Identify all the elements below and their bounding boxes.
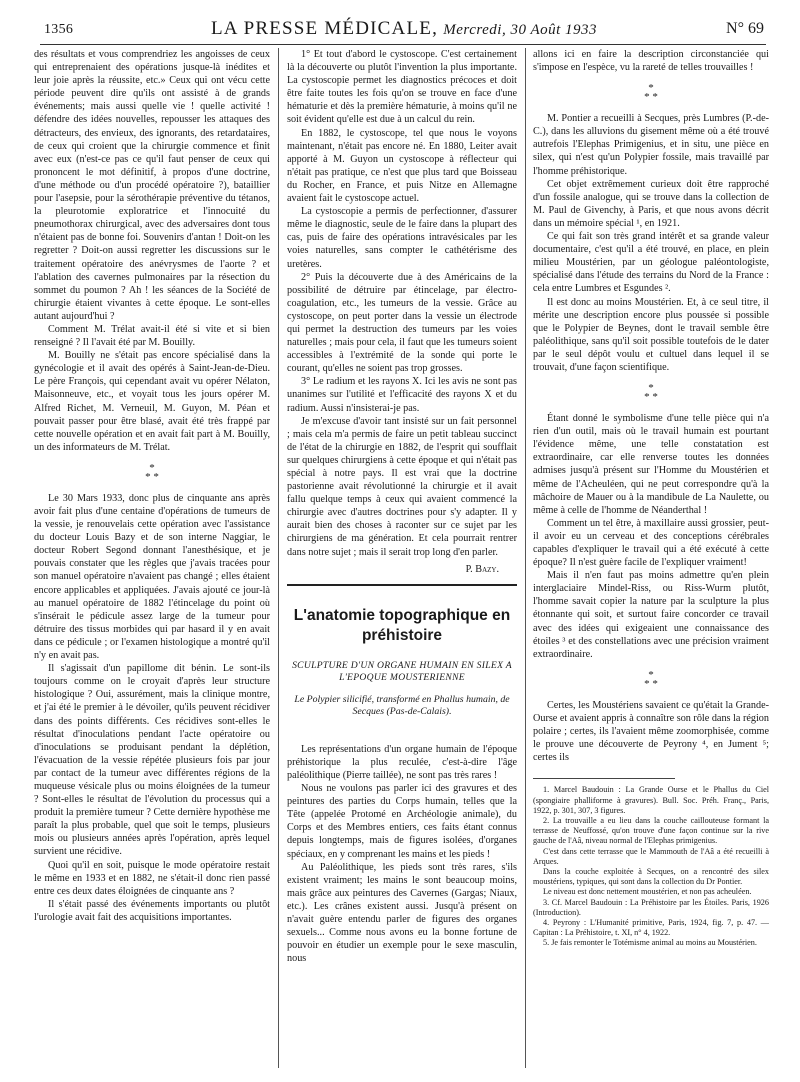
section-asterisks: * * * bbox=[644, 382, 658, 404]
paragraph: La cystoscopie a permis de perfectionner, d'assurer même le diagnostic, seule de le faire dans la plupart des cas, puis de faire des opérations intravésicales par les voies naturelles, sans compter le cathétérisme des uretères. bbox=[287, 206, 517, 270]
paragraph: 1° Et tout d'abord le cystoscope. C'est certainement là la découverte ou plutôt l'invention la plus importante. La cystoscopie permet les diagnostics précoces et doit être faite toutes les fois qu'on se trouve en face d'une hématurie et dès la première hématurie, à moins qu'il ne soit évident qu'elle est due à un calcul du rein. bbox=[287, 49, 517, 126]
column-right bbox=[533, 48, 769, 949]
column-divider-2 bbox=[525, 48, 526, 1068]
footnote: 1. Marcel Baudouin : La Grande Ourse et le Phallus du Ciel (spongiaire phalliforme à gravures). Bull. Soc. Préh. Franç., Paris, 1922, p. 301, 307, 3 figures. bbox=[533, 785, 769, 815]
paragraph: Cet objet extrêmement curieux doit être rapproché d'un fossile analogue, qui se trouve dans la collection de M. Paul de Givenchy, à Paris, et que nous avons décrit dans un mémoire spécial ¹, en 1921. bbox=[533, 178, 769, 229]
footnote: 4. Peyrony : L'Humanité primitive, Paris, 1924, fig. 7, p. 47. — Capitan : La Préhistoire, t. XI, n° 4, 1922. bbox=[533, 917, 769, 938]
section-asterisks: * * * bbox=[145, 461, 159, 483]
footnote: 3. Cf. Marcel Baudouin : La Préhistoire par les Étoiles. Paris, 1926 (Introduction). bbox=[533, 897, 769, 917]
section-asterisks: * * * bbox=[644, 82, 658, 104]
paragraph: Il s'était passé des événements importants ou plutôt l'urologie avait fait des acquisitions importantes. bbox=[34, 898, 270, 923]
paragraph: Les représentations d'un organe humain de l'époque préhistorique la plus reculée, c'est-à-dire l'âge paléolithique (Pierre taillée), ne sont pas très rares ! bbox=[287, 743, 517, 781]
paragraph: Comment M. Trélat avait-il été si vite et si bien renseigné ? Il l'avait été par M. Bouilly. bbox=[34, 323, 270, 349]
article-title: L'anatomie topographique en préhistoire bbox=[293, 606, 511, 644]
column-left bbox=[34, 48, 270, 924]
article-subtitle: SCULPTURE D'UN ORGANE HUMAIN EN SILEX A L'EPOQUE MOUSTERIENNE bbox=[292, 659, 512, 683]
column-middle bbox=[287, 48, 517, 965]
header-rule bbox=[40, 44, 766, 45]
journal-masthead bbox=[44, 18, 764, 40]
paragraph: M. Pontier a recueilli à Secques, près Lumbres (P.-de-C.), dans les alluvions du gisement même où a été trouvé autrefois l'Elephas Primigenius, et in situ, une pièce en silex, qui n'est qu'un Polypier fossile, mais travaillé par l'homme préhistorique. bbox=[533, 113, 769, 177]
page-number: 1356 bbox=[44, 22, 74, 37]
paragraph: Nous ne voulons pas parler ici des gravures et des peintures des parties du Corps humain, telles que la Tête (appelée Protomé en Archéologie animale), du Corps et des Membres entiers, ces faits étant connus depuis longtemps, mais de figures isolées, d'organes spéciaux, en y comprenant les mains et les pieds ! bbox=[287, 783, 517, 860]
paragraph: Je m'excuse d'avoir tant insisté sur un fait personnel ; mais cela m'a permis de faire un petit tableau succinct de l'état de la chirurgie en 1882, de l'esprit qui soufflait sur quelques chirurgiens à cette époque et qui n'était pas spécial à notre pays. Il est vrai que la doctrine pastorienne avait révolutionné la chirurgie et il avait fallu quelque temps à ceux qui avaient commencé la chirurgie avec d'autres doctrines pour s'y adapter. Il y aurait bien des choses à raconter sur ce sujet par les chirurgiens de ma génération. Et cela pourrait rentrer dans notre sujet ; mais il serait trop long d'en parler. bbox=[287, 415, 517, 558]
issue-date: Mercredi, 30 Août 1933 bbox=[443, 22, 598, 38]
paragraph: Au Paléolithique, les pieds sont très rares, s'ils existent vraiment; les mains le sont beaucoup moins, mais grâce aux peintures des Cavernes (Gargas; Niaux, etc.). Les crânes existent aussi. Jusqu'à présent on n'avait guère entendu parler de figures des organes sexuels... Comme nous avons eu la bonne fortune de pouvoir en étudier un exemple pour le sexe masculin, nous bbox=[287, 861, 517, 965]
article-subtitle-secondary: Le Polypier silicifié, transformé en Phallus humain, de Secques (Pas-de-Calais). bbox=[294, 693, 510, 718]
paragraph: des résultats et vous comprendriez les angoisses de ceux qui entreprenaient des opérations jusque-là inédites et leur joie après la réussite, etc.» Ceux qui ont vécu cette période peuvent dire qu'ils ont assisté à de grands événements; mais aussi quelle vie ! quelle activité ! défendre des idées nouvelles, repousser les attaques des détracteurs, des envieux, des ignorants, des retardataires, de ceux qui croient que la chirurgie commence et finit avec eux (n'est-ce pas ce qu'il faut penser de ceux qui prononcent le mot définitif, à propos d'une doctrine, d'une méthode ou d'un procédé opératoire ?), bataillier pour l'asepsie, pour la sérothérapie préventive du tétanos, la pleurotomie exploratrice et l'innocuité du pneumothorax chirurgical, avec des adversaires dont tous n'étaient pas de bonne foi. Souvenirs d'antan ! Doit-on les regretter ? Doit-on aussi regretter les discussions sur le traitement opératoire des anévrysmes de l'aorte ? et l'ablation des cavernes pulmonaires par la résection du sommet du poumon ? Ah ! les séances de la Société de chirurgie étaient vivantes à cette époque. Le sont-elles autant aujourd'hui ? bbox=[34, 49, 270, 322]
paragraph: M. Bouilly ne s'était pas encore spécialisé dans la gynécologie et il avait des opérés à Saint-Jean-de-Dieu. Le père François, qui cependant avait vu opérer Nélaton, Maisonneuve, etc., et voyait tous les jours opérer M. Alfred Richet, M. Verneuil, M. Guyon, M. Péan et pouvait passer pour être blasé, avait été très frappé par cette nouvelle opération et en avait fait part à M. Bouilly, un des informateurs de M. Trélat. bbox=[34, 350, 270, 453]
paragraph: Le 30 Mars 1933, donc plus de cinquante ans après avoir fait plus d'une centaine d'opérations de tumeurs de la vessie, je renouvelais cette opération avec l'assistance du docteur Louis Bazy et de son interne Naggiar, le docteur Robert Segond donnant l'anesthésique, et je pouvais constater que les règles que j'avais tracées pour son manuel opératoire n'avaient pas changé ; elles étaient encore applicables et appliquées. J'avais ajouté ce jour-là au manuel opératoire de 1882 l'étincelage du point où s'insérait le pédicule assez large de la tumeur pour détruire des tissus morbides qui par hasard il y en avait dans ce pédicule ; or l'examen histologique a montré qu'il n'y en avait pas. bbox=[34, 492, 270, 662]
paragraph: Il est donc au moins Moustérien. Et, à ce seul titre, il mérite une description encore plus poussée si possible que le Polypier de Beynes, dont le travail semble être paléolithique, sans qu'il soit possible toutefois de le dater par le seul dépôt voulu et cultuel dans lequel il se trouvait, d'une façon scientifique. bbox=[533, 296, 769, 373]
paragraph: En 1882, le cystoscope, tel que nous le voyons maintenant, n'était pas encore né. En 1880, Leiter avait apporté à M. Guyon un cystoscope à réflecteur qui n'était pas pratique, ce n'est que plus tard que Boisseau du Rocher, en France, et puis Nitze en Allemagne avaient fait le cystoscope actuel. bbox=[287, 127, 517, 205]
paragraph: Mais il n'en faut pas moins admettre qu'en plein interglaciaire Mindel-Riss, ou Riss-Wurm plutôt, l'homme savait copier la nature par la sculpture la plus étonnante qui soit, et surtout faire concorder ce travail avec des idées qui exigeaient une connaissance des étoiles ³ et des constellations avec une précision vraiment extraordinaire. bbox=[533, 570, 769, 660]
footnote: Le niveau est donc nettement moustérien, et non pas acheuléen. bbox=[543, 887, 752, 897]
paragraph: Ce qui fait son très grand intérêt et sa grande valeur documentaire, c'est qu'il a été trouvé, en place, en plein milieu Moustérien, par un géologue paléontologiste, spécialisé dans l'étude des terrains du Nord de la France : cela entre Lumbres et Esgundes ². bbox=[533, 231, 769, 295]
paragraph: Certes, les Moustériens savaient ce qu'était la Grande-Ourse et avaient appris à connaître son rôle dans la région polaire ; certes, ils l'avaient même zoomorphisée, comme le prouve une découverte de Peyrony ⁴, en Jument ⁵; certes ils bbox=[533, 699, 769, 764]
footnote: C'est dans cette terrasse que le Mammouth de l'Aâ a été recueilli à Arques. bbox=[533, 846, 769, 866]
footnotes bbox=[533, 785, 769, 948]
issue-number: N° 69 bbox=[726, 20, 764, 37]
paragraph: Il s'agissait d'un papillome dit bénin. Le sont-ils toujours comme on le croyait d'après leur structure histologique ? Oui, assurément, mais la clinique montre, et j'ai été le premier à le dévoiler, qu'ils peuvent récidiver dans des points différents. Ces récidives sont-elles le résultat d'inoculations pendant l'acte opératoire ou d'inoculations se produisant pendant la déplétion, l'évacuation de la vessie répétée plusieurs fois par jour par contact de la tumeur avec différentes régions de la muqueuse vésicale plus ou moins éloignées de la tumeur ? Sont-elles le résultat de l'évolution du processus qui a produit la première tumeur ? Cette dernière hypothèse me paraît la plus probable, quel que soit le temps, plusieurs mois ou plusieurs années après l'opération, après lequel survient une récidive. bbox=[34, 663, 270, 858]
paragraph: Étant donné le symbolisme d'une telle pièce qui n'a rien d'un outil, mais où le travail humain est pourtant l'évidence même, une telle constatation est extraordinaire, car elle renverse toutes les données admises jusqu'à présent sur l'Homme du Moustérien et même de l'Acheuléen, qui ne peut correspondre qu'à la mâchoire de Mauer ou à la mandibule de La Naulette, ou même à celle de l'homme de Néanderthal ! bbox=[533, 413, 769, 516]
page-header bbox=[44, 18, 764, 44]
article-separator bbox=[287, 584, 517, 586]
paragraph: 2° Puis la découverte due à des Américains de la possibilité de détruire par étincelage, par électro-coagulation, etc., les tumeurs de la vessie. Grâce au cystoscope, on peut porter dans la vessie un électrode qui permet la destruction des tumeurs par les voies naturelles ; mais pour cela, il faut que les tumeurs soient accessibles à l'extrémité de la sonde qui porte le courant, qu'elles ne soient pas trop grosses. bbox=[287, 271, 517, 375]
paragraph: Comment un tel être, à maxillaire aussi grossier, peut-il avoir eu un cerveau et des conceptions cérébrales capables d'expliquer le travail qui a été exécuté à cette époque? Il n'est guère facile de l'expliquer vraiment! bbox=[533, 517, 769, 569]
footnote: 5. Je fais remonter le Totémisme animal au moins au Moustérien. bbox=[543, 938, 757, 948]
paragraph: allons ici en faire la description circonstanciée qui s'impose en l'espèce, vu la rareté de telles trouvailles ! bbox=[533, 49, 769, 74]
footnote: Dans la couche exploitée à Secques, on a rencontré des silex moustériens, typiques, qui sont dans la collection du Dr Pontier. bbox=[533, 866, 769, 887]
author-signature: P. Bazy. bbox=[465, 563, 499, 575]
section-asterisks: * * * bbox=[644, 668, 658, 690]
footnote: 2. La trouvaille a eu lieu dans la couche caillouteuse formant la terrasse de Neuffossé, qu'on trouve d'une façon continue sur la rive gauche de l'Aâ, niveau normal de l'Elephas primigenius. bbox=[533, 815, 769, 846]
journal-title: LA PRESSE MÉDICALE, bbox=[210, 18, 439, 39]
paragraph: Quoi qu'il en soit, puisque le mode opératoire restait le même en 1933 et en 1882, ne s'était-il donc rien passé entre ces deux dates éloignées de cinquante ans ? bbox=[34, 859, 270, 897]
paragraph: 3° Le radium et les rayons X. Ici les avis ne sont pas unanimes sur l'utilité et l'efficacité des rayons X et du radium. Aussi n'insisterai-je pas. bbox=[287, 376, 517, 414]
footnote-rule bbox=[533, 778, 675, 779]
column-divider-1 bbox=[278, 48, 279, 1068]
